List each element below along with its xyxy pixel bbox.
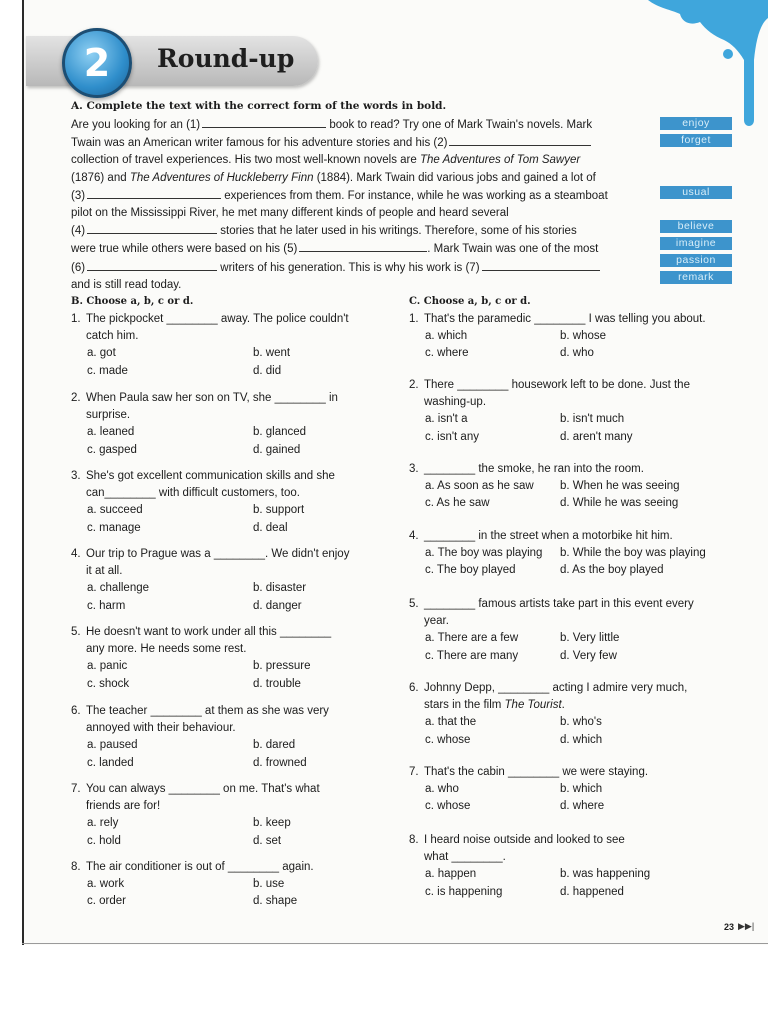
question-number: 3.	[409, 463, 419, 475]
answer-option-b[interactable]: b. support	[253, 504, 305, 517]
question-number: 5.	[71, 626, 81, 638]
passage-line: (4) stories that he later used in his writings. Therefore, some of his stories	[71, 222, 653, 240]
answer-option-b[interactable]: b. disaster	[253, 582, 307, 595]
question-item	[409, 832, 625, 866]
question-text: When Paula saw her son on TV, she ________ in	[86, 392, 338, 404]
answer-option-d[interactable]: d. Very few	[560, 649, 617, 662]
question-text: Our trip to Prague was a ________. We didn't enjoy	[86, 548, 350, 560]
unit-number: 2	[83, 41, 111, 85]
question-item	[409, 680, 687, 714]
question-item	[409, 311, 706, 328]
question-continuation: washing-up.	[424, 396, 487, 409]
question-stem	[409, 461, 644, 478]
question-text: You can always ________ on me. That's what	[86, 783, 320, 795]
answer-option-a[interactable]: a. which	[425, 330, 468, 343]
word-box: enjoy	[660, 117, 732, 130]
question-text: She's got excellent communication skills and she	[86, 470, 335, 482]
answer-option-c[interactable]: c. isn't any	[425, 430, 479, 443]
word-box: remark	[660, 271, 732, 284]
question-number: 7.	[71, 783, 81, 795]
question-text: That's the cabin ________ we were staying.	[424, 766, 649, 778]
question-stem	[71, 859, 314, 876]
gap-4[interactable]	[87, 222, 217, 234]
question-text: Johnny Depp, ________ acting I admire very much,	[424, 682, 688, 694]
section-a-passage	[71, 116, 653, 294]
question-continuation: any more. He needs some rest.	[86, 643, 247, 656]
answer-option-a[interactable]: a. challenge	[87, 582, 150, 595]
passage-line: Are you looking for an (1) book to read? Try one of Mark Twain's novels. Mark	[71, 116, 653, 134]
question-text: The teacher ________ at them as she was very	[86, 705, 329, 717]
answer-option-a[interactable]: a. isn't a	[425, 413, 468, 426]
gap-3[interactable]	[87, 187, 221, 199]
question-number: 3.	[71, 470, 81, 482]
answer-option-b[interactable]: b. was happening	[560, 868, 651, 881]
answer-option-d[interactable]: d. where	[560, 800, 605, 813]
answer-option-a[interactable]: a. who	[425, 783, 459, 796]
question-text: That's the paramedic ________ I was telling you about.	[424, 313, 706, 325]
question-stem	[71, 703, 329, 720]
word-box: imagine	[660, 237, 732, 250]
passage-line: pilot on the Mississippi River, he met many different kinds of people and heard several	[71, 207, 509, 220]
question-number: 1.	[409, 313, 419, 325]
question-stem	[409, 596, 694, 613]
page-title: Round-up	[157, 44, 295, 73]
answer-option-c[interactable]: c. landed	[87, 756, 134, 769]
answer-option-a[interactable]: a. leaned	[87, 426, 135, 439]
page-number: 23	[724, 922, 735, 932]
answer-option-b[interactable]: b. isn't much	[560, 413, 625, 426]
answer-option-d[interactable]: d. danger	[253, 599, 302, 612]
question-continuation: can________ with difficult customers, too.	[86, 487, 300, 500]
question-number: 7.	[409, 766, 419, 778]
question-item	[71, 703, 329, 737]
question-number: 1.	[71, 313, 81, 325]
question-number: 2.	[71, 392, 81, 404]
passage-line: (6) writers of his generation. This is why his work is (7)	[71, 259, 653, 277]
gap-6[interactable]	[87, 259, 217, 271]
question-stem	[71, 546, 349, 563]
question-stem	[409, 377, 690, 394]
gap-2[interactable]	[449, 134, 591, 146]
answer-option-d[interactable]: d. which	[560, 733, 603, 746]
question-item	[409, 596, 694, 630]
gap-5[interactable]	[299, 240, 427, 252]
question-text: The air conditioner is out of ________ again.	[86, 861, 314, 873]
question-number: 4.	[71, 548, 81, 560]
question-continuation: year.	[424, 615, 449, 628]
passage-line: (3) experiences from them. For instance, while he was working as a steamboat	[71, 187, 653, 205]
question-number: 4.	[409, 530, 419, 542]
answer-option-c[interactable]: c. made	[87, 364, 128, 377]
word-box: forget	[660, 134, 732, 147]
question-item	[71, 859, 314, 876]
question-text: He doesn't want to work under all this ________	[86, 626, 332, 638]
question-stem	[71, 311, 349, 328]
answer-option-d[interactable]: d. As the boy played	[560, 564, 664, 577]
question-continuation: surprise.	[86, 409, 131, 422]
word-box: believe	[660, 220, 732, 233]
answer-option-c[interactable]: c. hold	[87, 834, 121, 847]
answer-option-a[interactable]: a. that the	[425, 716, 477, 729]
word-box: passion	[660, 254, 732, 267]
passage-line: and is still read today.	[71, 278, 182, 291]
answer-option-d[interactable]: d. trouble	[253, 677, 301, 690]
section-c-instruction: C. Choose a, b, c or d.	[409, 296, 531, 307]
answer-option-b[interactable]: b. When he was seeing	[560, 480, 680, 493]
gap-1[interactable]	[202, 116, 326, 128]
answer-option-a[interactable]: a. work	[87, 878, 125, 891]
question-text: ________ in the street when a motorbike hit him.	[424, 530, 673, 542]
answer-option-c[interactable]: c. There are many	[425, 649, 519, 662]
answer-option-c[interactable]: c. As he saw	[425, 497, 490, 510]
answer-option-b[interactable]: b. glanced	[253, 426, 307, 439]
question-stem	[71, 468, 335, 485]
answer-option-a[interactable]: a. panic	[87, 660, 128, 673]
answer-option-d[interactable]: d. set	[253, 834, 282, 847]
question-stem	[71, 624, 331, 641]
answer-option-d[interactable]: d. gained	[253, 443, 301, 456]
question-stem	[71, 390, 338, 407]
question-item	[71, 546, 349, 580]
answer-option-b[interactable]: b. who's	[560, 716, 602, 729]
question-item	[71, 390, 338, 424]
question-text: There ________ housework left to be done. Just the	[424, 379, 690, 391]
answer-option-d[interactable]: d. happened	[560, 885, 624, 898]
answer-option-b[interactable]: b. keep	[253, 817, 291, 830]
answer-option-b[interactable]: b. dared	[253, 739, 296, 752]
question-number: 8.	[71, 861, 81, 873]
paint-splash-decoration	[628, 0, 768, 132]
answer-option-c[interactable]: c. shock	[87, 677, 130, 690]
answer-option-a[interactable]: a. There are a few	[425, 632, 519, 645]
answer-option-c[interactable]: c. order	[87, 895, 126, 908]
passage-line: collection of travel experiences. His two most well-known novels are The Adventures of Tom Sawyer	[71, 154, 581, 167]
question-item	[409, 461, 644, 478]
answer-option-d[interactable]: d. who	[560, 347, 594, 360]
question-stem	[409, 528, 673, 545]
answer-option-d[interactable]: d. shape	[253, 895, 298, 908]
answer-option-a[interactable]: a. paused	[87, 739, 138, 752]
next-page-arrow-icon: ▶▶|	[738, 921, 755, 931]
answer-option-c[interactable]: c. harm	[87, 599, 126, 612]
question-stem	[409, 764, 648, 781]
question-continuation: annoyed with their behaviour.	[86, 722, 236, 735]
question-number: 5.	[409, 598, 419, 610]
question-item	[71, 311, 349, 345]
question-item	[71, 781, 320, 815]
answer-option-a[interactable]: a. succeed	[87, 504, 143, 517]
page-edge	[22, 943, 768, 944]
question-item	[409, 377, 690, 411]
answer-option-c[interactable]: c. whose	[425, 733, 471, 746]
answer-option-b[interactable]: b. which	[560, 783, 603, 796]
answer-option-a[interactable]: a. The boy was playing	[425, 547, 543, 560]
question-item	[71, 624, 331, 658]
question-number: 2.	[409, 379, 419, 391]
answer-option-c[interactable]: c. where	[425, 347, 469, 360]
answer-option-d[interactable]: d. frowned	[253, 756, 307, 769]
question-text: ________ the smoke, he ran into the room.	[424, 463, 644, 475]
answer-option-b[interactable]: b. Very little	[560, 632, 620, 645]
question-text: I heard noise outside and looked to see	[424, 834, 625, 846]
question-text: ________ famous artists take part in this event every	[424, 598, 694, 610]
question-stem	[409, 832, 625, 849]
answer-option-a[interactable]: a. rely	[87, 817, 119, 830]
answer-option-a[interactable]: a. As soon as he saw	[425, 480, 534, 493]
answer-option-c[interactable]: c. gasped	[87, 443, 137, 456]
question-stem	[409, 311, 706, 328]
answer-option-c[interactable]: c. whose	[425, 800, 471, 813]
passage-line: Twain was an American writer famous for his adventure stories and his (2)	[71, 134, 653, 152]
answer-option-b[interactable]: b. use	[253, 878, 285, 891]
question-number: 6.	[71, 705, 81, 717]
passage-line: were true while others were based on his (5) . Mark Twain was one of the most	[71, 240, 653, 258]
question-continuation: friends are for!	[86, 800, 161, 813]
section-a-instruction: A. Complete the text with the correct form of the words in bold.	[71, 100, 447, 112]
question-number: 6.	[409, 682, 419, 694]
question-item	[409, 764, 648, 781]
question-continuation: catch him.	[86, 330, 139, 343]
question-item	[409, 528, 673, 545]
question-continuation: it at all.	[86, 565, 123, 578]
question-stem	[409, 680, 687, 697]
answer-option-c[interactable]: c. is happening	[425, 885, 503, 898]
answer-option-b[interactable]: b. whose	[560, 330, 607, 343]
answer-option-d[interactable]: d. While he was seeing	[560, 497, 679, 510]
gap-7[interactable]	[482, 259, 600, 271]
answer-option-b[interactable]: b. pressure	[253, 660, 311, 673]
answer-option-d[interactable]: d. did	[253, 364, 282, 377]
unit-number-badge	[62, 28, 132, 98]
question-item	[71, 468, 335, 502]
passage-line: (1876) and The Adventures of Huckleberry Finn (1884). Mark Twain did various jobs and gained a lot of	[71, 171, 596, 184]
question-number: 8.	[409, 834, 419, 846]
word-box: usual	[660, 186, 732, 199]
question-text: The pickpocket ________ away. The police couldn't	[86, 313, 349, 325]
section-b-instruction: B. Choose a, b, c or d.	[71, 296, 194, 307]
answer-option-a[interactable]: a. got	[87, 347, 116, 360]
answer-option-b[interactable]: b. went	[253, 347, 291, 360]
answer-option-d[interactable]: d. aren't many	[560, 430, 633, 443]
question-stem	[71, 781, 320, 798]
answer-option-a[interactable]: a. happen	[425, 868, 477, 881]
question-continuation: stars in the film The Tourist.	[424, 699, 565, 712]
answer-option-c[interactable]: c. The boy played	[425, 564, 516, 577]
question-continuation: what ________.	[424, 851, 506, 864]
answer-option-b[interactable]: b. While the boy was playing	[560, 547, 706, 560]
answer-option-d[interactable]: d. deal	[253, 521, 288, 534]
answer-option-c[interactable]: c. manage	[87, 521, 141, 534]
